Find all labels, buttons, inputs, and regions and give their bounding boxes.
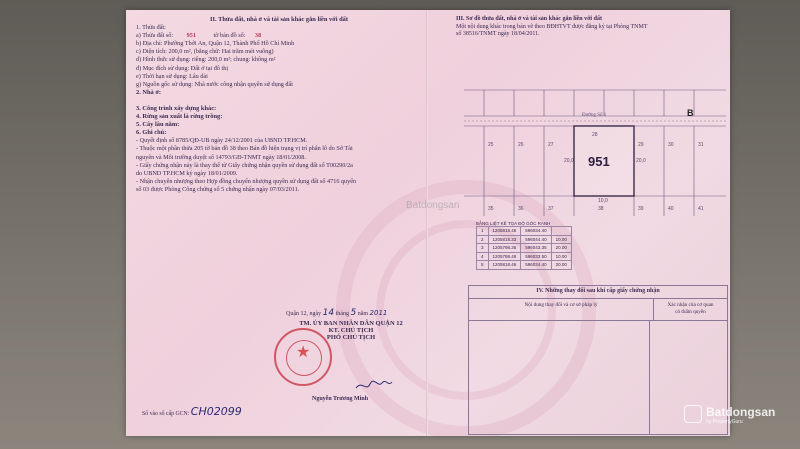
note-line: - Giấy chứng nhận này là thay thế từ Giấy chứng nhận quyền sử dụng đất số T00290/2a: [136, 161, 353, 169]
usage-purpose: đ) Mục đích sử dụng: Đất ở tại đô thị: [136, 64, 229, 72]
map-sheet-label: tờ bản đồ số:: [213, 32, 246, 40]
parcel-number-on-map: 951: [588, 154, 610, 169]
perennial-trees-heading: 5. Cây lâu năm:: [136, 121, 180, 129]
lot-number: 35: [488, 206, 494, 212]
handwritten-signature: [354, 378, 394, 392]
usage-term: e) Thời hạn sử dụng: Lâu dài: [136, 72, 208, 80]
issue-date: [286, 308, 387, 318]
table-cell: 1205798.36: [488, 244, 521, 253]
table-cell: [551, 227, 571, 236]
lot-number: 27: [548, 142, 554, 148]
authority-line-2: KT. CHỦ TỊCH: [328, 327, 374, 334]
table-cell: 1: [477, 227, 489, 236]
lot-number: 39: [638, 206, 644, 212]
parcel-number-row: [136, 32, 422, 40]
section-2-title: II. Thửa đất, nhà ở và tài sản khác gắn liền với đất: [210, 16, 348, 23]
table-cell: 596034.40: [521, 227, 551, 236]
lot-number: 37: [548, 206, 554, 212]
confirmation-header-line-2: có thẩm quyền: [675, 309, 706, 315]
signer-name: Nguyễn Trương Minh: [312, 396, 369, 402]
lot-number: 26: [518, 142, 524, 148]
boundary-marker-b: B: [687, 108, 694, 118]
serial-value: CH02099: [190, 405, 242, 418]
date-year-label: năm: [357, 311, 369, 317]
brand-name: Batdongsan: [706, 405, 776, 419]
address: b) Địa chỉ: Phường Thới An, Quận 12, Thành Phố Hồ Chí Minh: [136, 40, 295, 48]
map-note-line-2: số 38516/TNMT ngày 18/04/2011.: [456, 31, 540, 37]
lot-number: 31: [698, 142, 704, 148]
dimension-label: 20,0: [636, 158, 646, 164]
notes-heading: 6. Ghi chú:: [136, 129, 167, 137]
parcel-map: [464, 76, 726, 226]
dimension-label: 20,0: [564, 158, 574, 164]
table-cell: 596034.40: [521, 261, 551, 270]
note-line: số 03 được Phòng Công chứng số 5 chứng nhận ngày 07/03/2011.: [136, 185, 300, 193]
land-certificate-document: [126, 10, 730, 436]
house-heading: 2. Nhà ở:: [136, 88, 162, 96]
lot-number: 41: [698, 206, 704, 212]
table-cell: 1205818.46: [488, 227, 521, 236]
table-row: [477, 244, 572, 253]
changes-header-row: [469, 299, 727, 321]
red-seal-stamp: [274, 328, 332, 386]
table-cell: 4: [477, 252, 489, 261]
confirmation-header-line-1: Xác nhận của cơ quan: [667, 301, 714, 308]
section-4-title: IV. Những thay đổi sau khi cấp giấy chứng nhận: [469, 286, 727, 299]
usage-form: d) Hình thức sử dụng: riêng: 200,0 m²; chung: không m²: [136, 56, 276, 64]
authority-line-3: PHÓ CHỦ TỊCH: [326, 334, 376, 341]
serial-label: Số vào sổ cấp GCN:: [142, 411, 190, 417]
table-row: [477, 252, 572, 261]
authority-line-1: TM. ỦY BAN NHÂN DÂN QUẬN 12: [299, 320, 403, 327]
lot-number: 29: [638, 142, 644, 148]
confirmation-header: [654, 299, 727, 320]
brand-subtitle: by PropertyGuru: [706, 419, 743, 425]
table-cell: 3: [477, 244, 489, 253]
lot-number: 40: [668, 206, 674, 212]
serial-number-row: [142, 405, 242, 418]
right-page: [456, 16, 726, 315]
brand-watermark: [706, 405, 775, 425]
dimension-label: 10,0: [598, 198, 608, 204]
land-origin: g) Nguồn gốc sử dụng: Nhà nước công nhận quyền sử dụng đất: [136, 80, 293, 88]
table-cell: 10.00: [551, 235, 571, 244]
table-cell: 20.00: [551, 261, 571, 270]
forest-heading: 4. Rừng sản xuất là rừng trồng:: [136, 113, 223, 121]
table-cell: 2: [477, 235, 489, 244]
date-month-label: tháng: [335, 311, 349, 317]
table-cell: 596043.35: [521, 244, 551, 253]
table-row: [477, 261, 572, 270]
table-row: [477, 227, 572, 236]
parcel-number: 951: [186, 32, 196, 40]
map-sheet-number: 38: [255, 32, 262, 40]
note-line: - Thuộc một phần thửa 205 tờ bản đồ 38 theo Bản đồ hiện trạng vị trí phân lô do Sở Tài: [136, 145, 353, 153]
note-line: - Quyết định số 8785/QĐ-UB ngày 24/12/2001 của UBND TP.HCM.: [136, 137, 308, 145]
date-day: 14: [322, 308, 335, 318]
lot-number: 38: [598, 206, 604, 212]
parcel-map-lines: [464, 76, 726, 226]
table-cell: 10.00: [551, 252, 571, 261]
other-construction-heading: 3. Công trình xây dựng khác:: [136, 104, 217, 112]
table-cell: 1205818.33: [488, 235, 521, 244]
note-line: - Nhận chuyển nhượng theo Hợp đồng chuyển nhượng quyền sử dụng đất số 4716 quyển: [136, 177, 357, 185]
table-cell: 1205818.46: [488, 261, 521, 270]
table-row: [477, 235, 572, 244]
lot-number: 30: [668, 142, 674, 148]
date-month: 5: [350, 308, 357, 318]
note-line: do UBND TP.HCM ký ngày 18/01/2009.: [136, 169, 238, 177]
house-blank: [136, 97, 422, 105]
table-cell: 20.00: [551, 244, 571, 253]
road-label: Đường Số 1: [582, 113, 607, 118]
lot-number: 28: [592, 132, 598, 138]
date-year: 2011: [369, 309, 388, 317]
change-content-header: Nội dung thay đổi và cơ sở pháp lý: [469, 299, 654, 320]
map-note-line-1: Một nội dung khác trong bản vẽ theo BĐHTVT được đăng ký tại Phòng TNMT: [456, 23, 648, 30]
date-prefix: Quận 12, ngày: [286, 311, 322, 317]
section-3-title: III. Sơ đồ thửa đất, nhà ở và tài sản khác gắn liền với đất: [456, 16, 602, 22]
coordinate-table: [476, 226, 572, 270]
lot-number: 36: [518, 206, 524, 212]
table-cell: 596033.50: [521, 252, 551, 261]
note-line: nguyên và Môi trường duyệt số 14793/GĐ-TNMT ngày 18/01/2008.: [136, 153, 306, 161]
coordinate-table-title: BẢNG LIỆT KÊ TỌA ĐỘ GÓC RANH: [476, 221, 551, 226]
table-cell: 596044.40: [521, 235, 551, 244]
brand-logo-icon: [684, 405, 702, 423]
table-cell: 5: [477, 261, 489, 270]
left-page: [136, 16, 422, 194]
lot-number: 25: [488, 142, 494, 148]
parcel-number-label: a) Thửa đất số:: [136, 32, 174, 40]
page-fold: [426, 10, 428, 436]
table-cell: 1205798.49: [488, 252, 521, 261]
column-divider: [649, 320, 650, 434]
land-parcel-heading: 1. Thửa đất:: [136, 24, 166, 32]
center-watermark: Batdongsan: [406, 200, 460, 211]
seal-star-icon: ★: [296, 342, 311, 361]
area: c) Diện tích: 200,0 m², (bằng chữ: Hai trăm mét vuông): [136, 48, 274, 56]
